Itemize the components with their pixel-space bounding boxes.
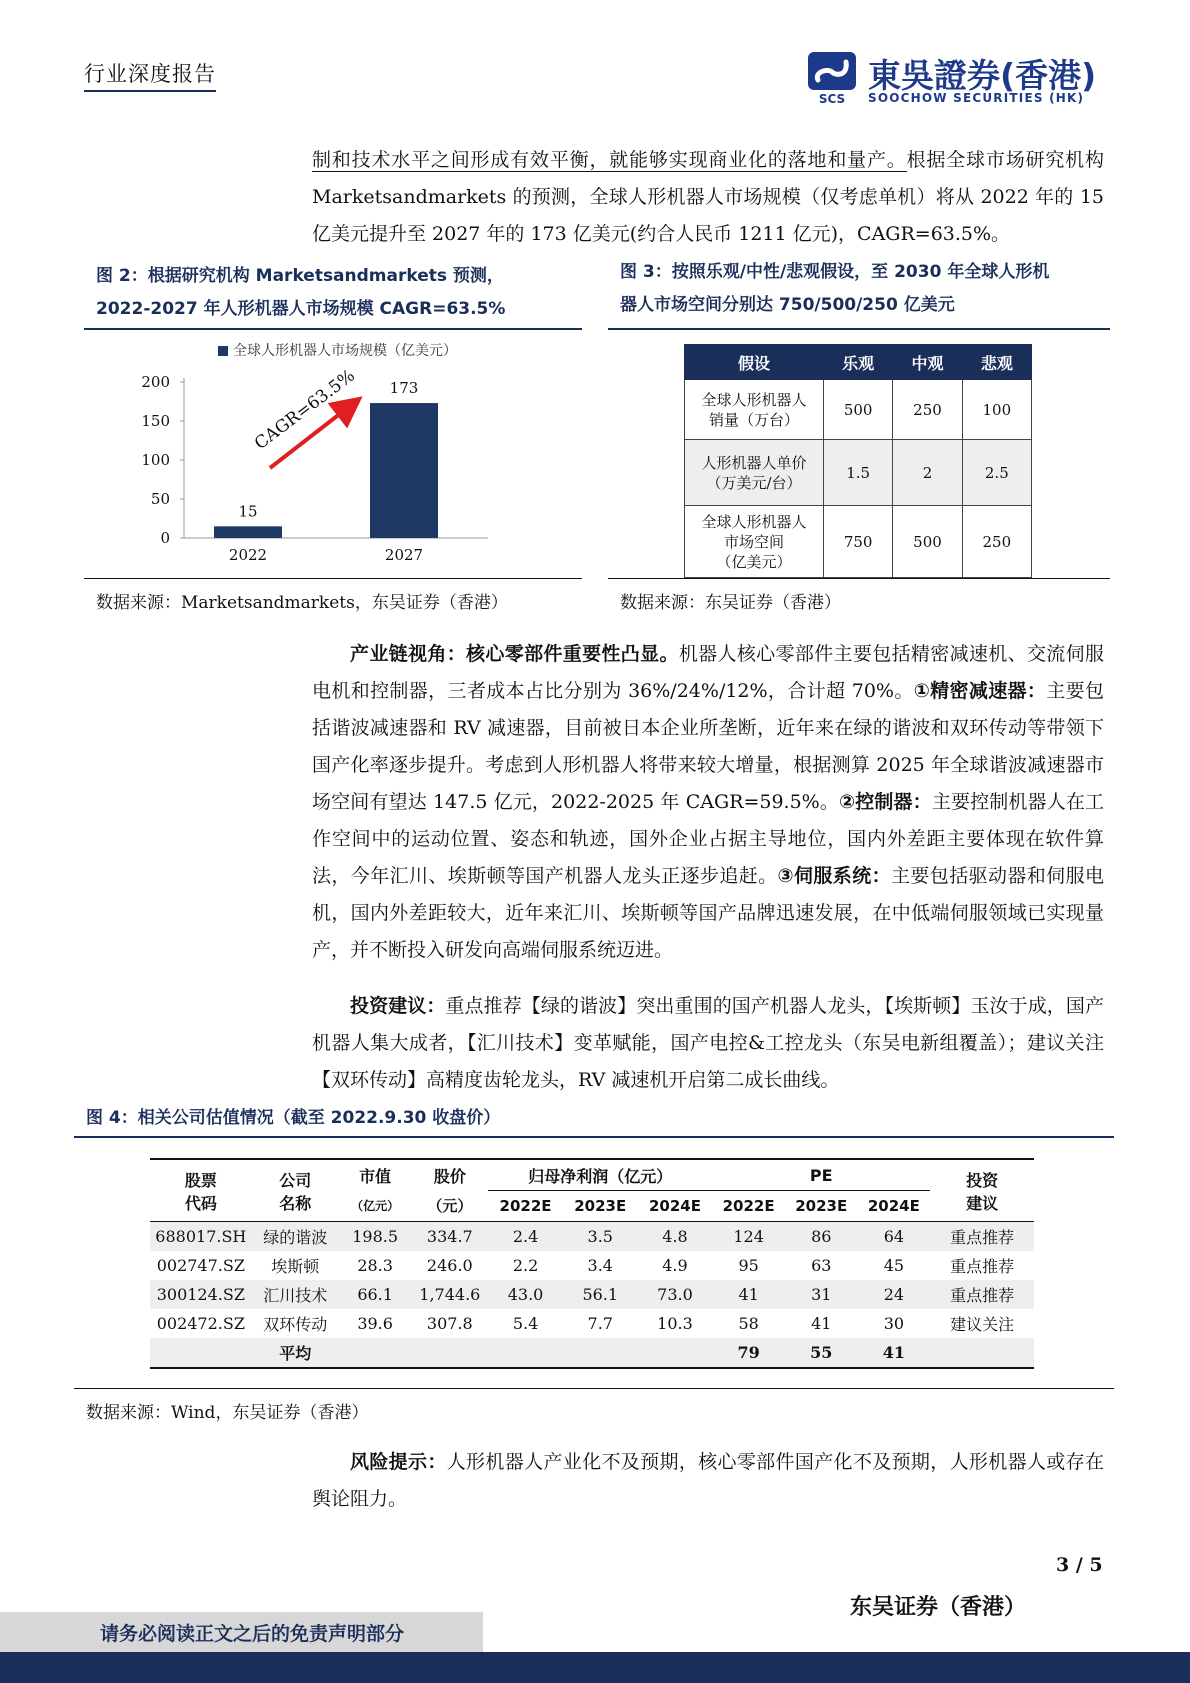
chart-legend: [218, 342, 457, 359]
table-cell: 250: [962, 506, 1031, 578]
page-number: 3 / 5: [1056, 1554, 1103, 1576]
logo-chinese: 東吳證券(香港): [868, 56, 1097, 95]
table-row: [685, 440, 1032, 506]
industry-paragraph: 产业链视角：核心零部件重要性凸显。机器人核心零部件主要包括精密减速机、交流伺服电机和控制器，三者成本占比分别为 36%/24%/12%，合计超 70%。①精密减速器：主要包括谐波减速器和 RV 减速器，目前被日本企业所垄断，近年来在绿的谐波和双环传动等带领下国产化率逐步提升。考虑到人形机器人将带来较大增量，根据测算 2025 年全球谐波减速器市场空间有望达 147.5 亿元，2022-2025 年 CAGR=59.5%。②控制器：主要控制机器人在工作空间中的运动位置、姿态和轨迹，国外企业占据主导地位，国内外差距主要体现在软件算法，今年汇川、埃斯顿等国产机器人龙头正逐步追赶。③伺服系统：主要包括驱动器和伺服电机，国内外差距较大，近年来汇川、埃斯顿等国产品牌迅速发展，在中低端伺服领域已实现量产，并不断投入研发向高端伺服系统迈进。: [312, 643, 1104, 961]
invest-lead: 投资建议：: [350, 995, 446, 1017]
col-price-unit: （元）: [427, 1197, 473, 1216]
col-mcap: 市值: [359, 1166, 392, 1186]
fig2-top-rule: [84, 328, 582, 330]
disclaimer-link[interactable]: 请务必阅读正文之后的免责声明部分: [100, 1623, 405, 1645]
col-company: 公司 名称: [252, 1159, 339, 1222]
col-pe: PE: [712, 1159, 930, 1191]
table-cell: 500: [893, 506, 962, 578]
table-cell: 1.5: [824, 440, 893, 506]
col-stock: 股票 代码: [150, 1159, 252, 1222]
table-cell: 500: [824, 380, 893, 440]
table-row: [685, 380, 1032, 440]
y-tick-label: 150: [141, 412, 170, 430]
table-row-average: 平均 79 55 41: [150, 1338, 1034, 1368]
fig3-top-rule: [608, 328, 1110, 330]
footer-bar: [0, 1652, 1190, 1683]
header-cell: 乐观: [824, 345, 893, 380]
y-tick-label: 100: [141, 451, 170, 469]
fig4-bottom-rule: [74, 1388, 1114, 1389]
intro-text: 根据全球市场研究机构 Marketsandmarkets 的预测，全球人形机器人市场规模（仅考虑单机）将从 2022 年的 15 亿美元提升至 2027 年的 173 亿美元(约合人民币 1211 亿元)，CAGR=63.5%。: [312, 149, 1104, 245]
bar-value-label: 15: [238, 502, 258, 521]
table-cell: 100: [962, 380, 1031, 440]
col-advice: 投资 建议: [930, 1159, 1034, 1222]
fig2-bar-chart: [140, 336, 540, 572]
risk-paragraph: 风险提示：人形机器人产业化不及预期，核心零部件国产化不及预期，人形机器人或存在舆论阻力。: [312, 1451, 1104, 1510]
header-cell: 假设: [685, 345, 824, 380]
reducer-heading: ①精密减速器：: [913, 680, 1047, 702]
risk-lead: 风险提示：: [350, 1451, 447, 1473]
fig2-title: 图 2：根据研究机构 Marketsandmarkets 预测， 2022-2027 年人形机器人市场规模 CAGR=63.5%: [96, 266, 506, 319]
table-cell: 250: [893, 380, 962, 440]
report-type: 行业深度报告: [84, 58, 216, 92]
col-profit: 归母净利润（亿元）: [488, 1159, 712, 1191]
table-row: 300124.SZ 汇川技术 66.1 1,744.6 43.0 56.1 73.0 41 31 24 重点推荐: [150, 1280, 1034, 1309]
y-tick-label: 200: [141, 373, 170, 391]
fig2-source: 数据来源：Marketsandmarkets，东吴证券（香港）: [96, 593, 508, 613]
legend-label: 全球人形机器人市场规模（亿美元）: [233, 343, 457, 359]
logo-mark-icon: [806, 50, 862, 106]
industry-lead: 产业链视角：核心零部件重要性凸显。: [350, 643, 679, 665]
table-row: 688017.SH 绿的谐波 198.5 334.7 2.4 3.5 4.8 124 86 64 重点推荐: [150, 1222, 1034, 1252]
row-label: 全球人形机器人 市场空间 （亿美元）: [685, 506, 824, 578]
logo-english: SOOCHOW SECURITIES (HK): [868, 91, 1085, 105]
fig4-top-rule: [74, 1136, 1114, 1138]
fig3-bottom-rule: [608, 578, 1110, 579]
bar-2027: [370, 403, 438, 538]
fig3-source: 数据来源：东吴证券（香港）: [620, 593, 841, 613]
fig4-source: 数据来源：Wind，东吴证券（香港）: [86, 1403, 369, 1423]
col-mcap-unit: （亿元）: [351, 1199, 400, 1214]
x-tick-label: 2027: [384, 546, 424, 564]
y-tick-label: 0: [160, 529, 170, 547]
col-price: 股价: [433, 1166, 466, 1186]
company-logo: [806, 50, 1110, 106]
table-row: 002747.SZ 埃斯顿 28.3 246.0 2.2 3.4 4.9 95 63 45 重点推荐: [156, 1256, 1015, 1276]
fig3-title: 图 3：按照乐观/中性/悲观假设，至 2030 年全球人形机 器人市场空间分别达 750/500/250 亿美元: [620, 262, 1050, 315]
table-cell: 750: [824, 506, 893, 578]
fig2-bottom-rule: [84, 578, 582, 579]
svg-text:SCS: SCS: [818, 92, 846, 106]
table-row: [685, 506, 1032, 578]
row-label: 全球人形机器人 销量（万台）: [685, 380, 824, 440]
fig3-scenario-table: [684, 344, 1032, 578]
intro-paragraph: [312, 142, 1104, 253]
y-tick-label: 50: [150, 490, 170, 508]
row-label: 人形机器人单价 （万美元/台）: [685, 440, 824, 506]
x-tick-label: 2022: [228, 546, 268, 564]
investment-paragraph: 投资建议：重点推荐【绿的谐波】突出重围的国产机器人龙头，【埃斯顿】玉汝于成，国产机器人集大成者，【汇川技术】变革赋能，国产电控&工控龙头（东吴电新组覆盖）；建议关注【双环传动】高精度齿轮龙头，RV 减速机开启第二成长曲线。: [312, 995, 1104, 1091]
footer-company: 东吴证券（香港）: [850, 1595, 1027, 1620]
table-cell: 2.5: [962, 440, 1031, 506]
bar-2022: [214, 526, 282, 538]
cagr-annotation: CAGR=63.5%: [250, 365, 359, 454]
table-row: 002472.SZ 双环传动 39.6 307.8 5.4 7.7 10.3 58 41 30 建议关注: [156, 1314, 1015, 1334]
intro-underlined: 制和技术水平之间形成有效平衡，就能够实现商业化的落地和量产。: [312, 149, 907, 171]
valuation-table: 股票 代码 公司 名称 市值 股价 归母净利润（亿元） PE 投资 建议 （亿元） （元） 2022E 2023E 2024E 2022E 2023E 2024E 688017.SH 绿的谐波 198.5 334.7 2.4 3.5 4.8 124 86 64 重点推荐 002747.SZ 埃斯顿 28.3 246.0 2.2 3.4 4.9 95 63 45 重点推荐 300124.SZ 汇川技术 66.1 1,744.6 43.0 56.1 73.0 41 31 24 重点推荐 002472.SZ 双环传动 39.6 307.8 5.4 7.7 10.3 58 41 30 建议关注 平均 79 55 41: [150, 1158, 1034, 1369]
controller-heading: ②控制器：: [839, 791, 932, 813]
header-cell: 悲观: [962, 345, 1031, 380]
fig4-title: 图 4：相关公司估值情况（截至 2022.9.30 收盘价）: [86, 1108, 501, 1128]
chart-bars: [214, 366, 438, 564]
servo-heading: ③伺服系统：: [777, 865, 891, 887]
header-cell: 中观: [893, 345, 962, 380]
table-cell: 2: [893, 440, 962, 506]
bar-value-label: 173: [389, 379, 419, 398]
legend-swatch: [218, 346, 228, 356]
